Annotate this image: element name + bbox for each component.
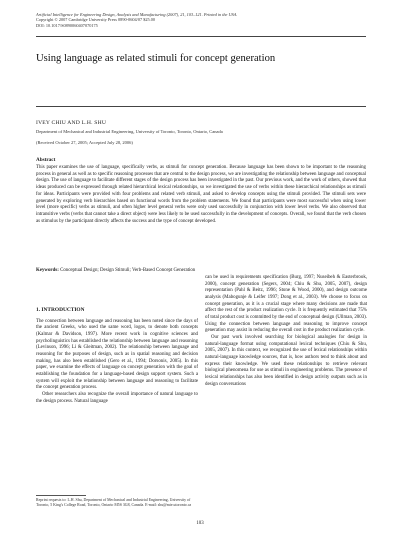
right-paragraph-1: can be used in requirements specification (Burg, 1997; Nuseibeh & Easterbrook, 2000), concept generation (Segers, 2004; Chiu & Shu, 2005, 2007), design representation (Pahl & Beitz, 1996; Stone & Wood, 2000), and design outcome analysis (Mabogunje & Leifer 1997; Dong et al., 2003). We choose to focus on concept generation, as it is a crucial stage where many decisions are made that affect the rest of the product realization cycle. It is frequently estimated that 75% of total product cost is committed by the end of conceptual design (Ullman, 2003). Using the connection between language and reasoning to improve concept generation may assist in reducing the overall cost in the product realization cycle.	[205, 275, 367, 334]
keywords-label: Keywords:	[36, 268, 59, 273]
footnote-rule	[36, 495, 86, 496]
left-column	[36, 307, 198, 405]
journal-citation: Artificial Intelligence for Engineering Design, Analysis and Manufacturing (2007), 21, 103–121. Printed in the USA.	[36, 12, 238, 17]
paper-title: Using language as related stimuli for concept generation	[36, 53, 276, 64]
affiliation: Department of Mechanical and Industrial Engineering, University of Toronto, Toronto, Ontario, Canada	[36, 129, 223, 134]
abstract-heading: Abstract	[36, 157, 56, 163]
page-number: 103	[196, 521, 204, 526]
title-rule	[36, 106, 366, 107]
intro-paragraph-2: Other researchers also recognize the overall importance of natural language to the design process. Natural language	[36, 391, 198, 404]
right-column	[205, 275, 367, 388]
intro-paragraph-1: The connection between language and reasoning has been noted since the days of the ancient Greeks, who used the same word, logos, to denote both concepts (Kalmar & Davidson, 1997). More recent work in cognitive sciences and psycholinguistics has established the relationship between language and reasoning (Levinson, 1996; Li & Gleitman, 2002). The relationship between language and reasoning for the purposes of design, such as in spatial reasoning and decision making, has also been established (Gero et al., 1994; Dorsonis, 2005). In this paper, we examine the effects of language on concept generation with the goal of establishing the foundation for a language-based design support system. Such a system will exploit the relationship between language and reasoning to facilitate the concept generation process.	[36, 318, 198, 391]
authors: IVEY CHIU AND L.H. SHU	[36, 120, 107, 126]
header-rule	[36, 36, 366, 37]
right-paragraph-2: Our past work involved searching for biological analogies for design in natural-language format using computational lexical techniques (Chiu & Shu, 2005, 2007). In this context, we recognized the use of lexical relationships within natural-language knowledge sources, that is, how authors tend to think about and express their knowledge. We used these relationships to retrieve relevant biological phenomena for use as stimuli in engineering problems. The presence of lexical relationships has also been identified in design activity outputs such as in design conversations	[205, 334, 367, 387]
received-dates: (Received October 27, 2005; Accepted July 28, 2006)	[36, 140, 133, 145]
doi-line: DOI: 10.1017/S0890060407070175	[36, 22, 98, 28]
footnote: Reprint requests to: L.H. Shu, Department of Mechanical and Industrial Engineering, University of Toronto, 5 King's College Road, Toronto, Ontario M5S 3G8, Canada. E-mail: shu@mie.utoronto.ca	[36, 498, 192, 507]
journal-header	[36, 12, 366, 28]
copyright-line: Copyright © 2007 Cambridge University Press 0890-0604/07 $25.00	[36, 17, 156, 23]
keywords-text: Conceptual Design; Design Stimuli; Verb-Based Concept Generation	[60, 268, 196, 273]
section-heading: 1. INTRODUCTION	[36, 307, 85, 313]
keywords	[36, 268, 366, 273]
abstract-text: This paper examines the use of language, specifically verbs, as stimuli for concept generation. Because language has been shown to be important to the reasoning process in general as well as to specific reasoning processes that are central to the design process, we are investigating the relationship between language and conceptual design. The use of language to facilitate different stages of the design process has been investigated in the past. Our previous work, and the work of others, showed that ideas produced can be expressed through related hierarchical lexical relationships, so we investigated the use of verbs within these hierarchical relationships as stimuli for ideas. Participants were provided with four problems and related verb stimuli, and asked to develop concepts using the stimuli provided. The stimuli sets were generated by exploring verb hierarchies based on functional words from the problem statements. We found that participants were most successful when using lower level (more specific) verbs as stimuli, and often higher level general verbs were only used successfully in conjunction with lower level verbs. We also observed that intransitive verbs (verbs that cannot take a direct object) were less likely to be used successfully in the development of concepts. Overall, we found that the verb chosen as stimulus by the participant directly affects the success and the type of concept developed.	[36, 165, 366, 224]
